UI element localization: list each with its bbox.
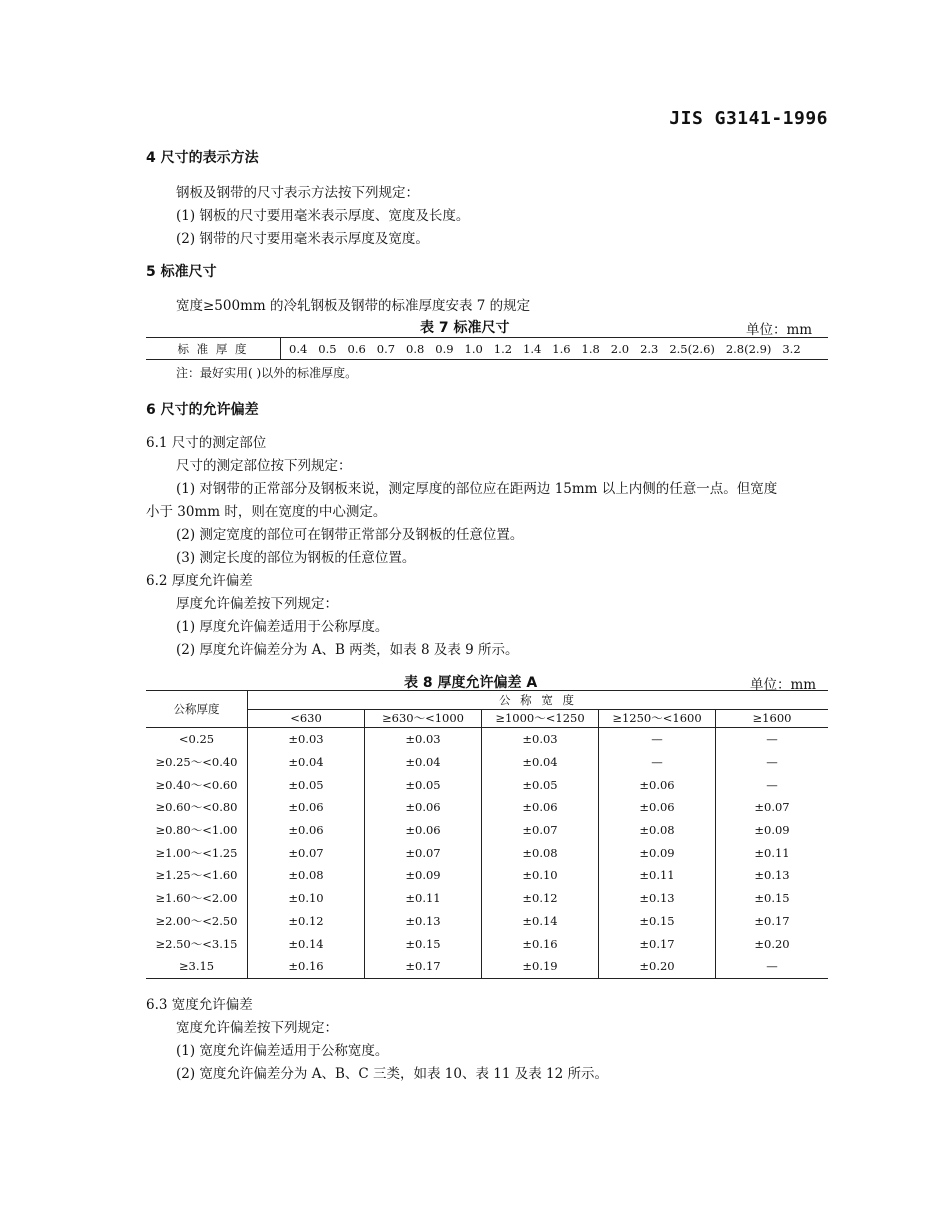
table-8-group-header: 公 称 宽 度	[248, 691, 829, 710]
table-8-tolerance-cell: ±0.13	[365, 910, 482, 933]
table-8-tolerance-cell: ±0.07	[754, 800, 790, 815]
table-8-tolerance-cell: ±0.04	[365, 751, 482, 774]
subsection-6-2-intro: 厚度允许偏差按下列规定：	[176, 596, 338, 612]
table-8-tolerance-cell: ±0.05	[482, 773, 599, 796]
table-row	[146, 932, 828, 955]
table-8-tolerance-cell: ±0.20	[754, 936, 790, 951]
table-8-thickness-cell: ≥2.00～<2.50	[146, 910, 248, 933]
table-8-tolerance-cell: ±0.04	[248, 751, 365, 774]
table-row	[146, 841, 828, 864]
table-row	[146, 887, 828, 910]
table-8-tolerance-cell: ±0.14	[482, 910, 599, 933]
table-8-tolerance-cell: ±0.11	[754, 845, 790, 860]
table-8-tolerance-cell: ±0.09	[365, 864, 482, 887]
table-8-tolerance-cell: ±0.12	[248, 910, 365, 933]
table-8-tolerance-cell: —	[599, 751, 716, 774]
table-8-tolerance-cell: ±0.07	[482, 819, 599, 842]
table-8-tolerance-cell: ±0.03	[248, 728, 365, 751]
table-7-values: 0.4 0.5 0.6 0.7 0.8 0.9 1.0 1.2 1.4 1.6 1.8 2.0 2.3 2.5(2.6) 2.8(2.9) 3.2	[289, 341, 801, 356]
subsection-6-3-item-1: (1) 宽度允许偏差适用于公称宽度。	[176, 1043, 389, 1059]
table-8-tolerance-cell: ±0.16	[482, 932, 599, 955]
table-8-tolerance-cell: —	[766, 732, 778, 747]
table-8-thickness-cell: ≥1.25～<1.60	[146, 864, 248, 887]
table-header-row	[146, 691, 828, 710]
table-8-tolerance-cell: ±0.10	[248, 887, 365, 910]
table-7-note: 注：最好实用( )以外的标准厚度。	[176, 366, 358, 380]
section-4-item-1: (1) 钢板的尺寸要用毫米表示厚度、宽度及长度。	[176, 208, 470, 224]
table-8-tolerance-cell: ±0.16	[248, 955, 365, 978]
subsection-6-2-item-2: (2) 厚度允许偏差分为 A、B 两类，如表 8 及表 9 所示。	[176, 642, 519, 658]
table-row	[146, 955, 828, 978]
table-8-col-width-4: ≥1250～<1600	[599, 709, 716, 728]
table-7	[146, 337, 828, 360]
table-8-caption: 表 8 厚度允许偏差 A	[404, 675, 538, 691]
table-8-tolerance-cell: ±0.03	[365, 728, 482, 751]
table-8-col-thickness: 公称厚度	[146, 691, 248, 728]
table-row	[146, 773, 828, 796]
subsection-6-2-item-1: (1) 厚度允许偏差适用于公称厚度。	[176, 619, 389, 635]
table-8-tolerance-cell: ±0.17	[754, 913, 790, 928]
subsection-6-1-item-1: (1) 对钢带的正常部分及钢板来说，测定厚度的部位应在距两边 15mm 以上内侧的任意一点。但宽度	[176, 481, 778, 497]
table-row	[146, 910, 828, 933]
table-8-tolerance-cell: ±0.05	[365, 773, 482, 796]
subsection-6-3-intro: 宽度允许偏差按下列规定：	[176, 1020, 338, 1036]
table-8-thickness-cell: ≥2.50～<3.15	[146, 932, 248, 955]
table-8-tolerance-cell: —	[599, 728, 716, 751]
table-8-tolerance-cell: ±0.15	[599, 910, 716, 933]
table-row	[146, 338, 828, 360]
table-8-tolerance-cell: ±0.08	[599, 819, 716, 842]
table-row	[146, 864, 828, 887]
table-8-tolerance-cell: —	[766, 777, 778, 792]
table-8-tolerance-cell: ±0.12	[482, 887, 599, 910]
section-5-heading: 5 标准尺寸	[146, 264, 217, 280]
table-8-tolerance-cell: ±0.13	[599, 887, 716, 910]
subsection-6-3-title: 6.3 宽度允许偏差	[146, 997, 253, 1013]
table-8-thickness-cell: ≥0.40～<0.60	[146, 773, 248, 796]
table-7-caption: 表 7 标准尺寸	[420, 320, 510, 336]
section-6-heading: 6 尺寸的允许偏差	[146, 402, 259, 418]
table-8-col-width-3: ≥1000～<1250	[482, 709, 599, 728]
table-8-tolerance-cell: ±0.06	[365, 796, 482, 819]
table-8-tolerance-cell: ±0.09	[754, 823, 790, 838]
subsection-6-3-item-2: (2) 宽度允许偏差分为 A、B、C 三类，如表 10、表 11 及表 12 所示。	[176, 1066, 608, 1082]
table-header-row	[146, 709, 828, 728]
table-8-thickness-cell: ≥3.15	[146, 955, 248, 978]
table-8-thickness-cell: ≥1.60～<2.00	[146, 887, 248, 910]
subsection-6-1-item-3: (3) 测定长度的部位为钢板的任意位置。	[176, 550, 416, 566]
subsection-6-1-title: 6.1 尺寸的测定部位	[146, 435, 267, 451]
table-8-tolerance-cell: ±0.10	[482, 864, 599, 887]
table-8-tolerance-cell: ±0.03	[482, 728, 599, 751]
table-8-tolerance-cell: —	[766, 755, 778, 770]
table-row	[146, 819, 828, 842]
table-8-tolerance-cell: ±0.09	[599, 841, 716, 864]
table-8-thickness-cell: ≥1.00～<1.25	[146, 841, 248, 864]
subsection-6-1-intro: 尺寸的测定部位按下列规定：	[176, 458, 352, 474]
table-row	[146, 728, 828, 751]
table-8-tolerance-cell: ±0.06	[365, 819, 482, 842]
table-8-tolerance-cell: ±0.14	[248, 932, 365, 955]
table-8-tolerance-cell: ±0.17	[599, 932, 716, 955]
table-8-thickness-cell: ≥0.60～<0.80	[146, 796, 248, 819]
table-8-tolerance-cell: ±0.15	[754, 891, 790, 906]
table-7-row-label: 标 准 厚 度	[146, 338, 281, 360]
table-8-tolerance-cell: —	[766, 959, 778, 974]
table-8-tolerance-cell: ±0.06	[599, 773, 716, 796]
table-8-col-width-2: ≥630～<1000	[365, 709, 482, 728]
table-8-tolerance-cell: ±0.05	[248, 773, 365, 796]
subsection-6-2-title: 6.2 厚度允许偏差	[146, 573, 253, 589]
section-4-heading: 4 尺寸的表示方法	[146, 150, 259, 166]
table-8-thickness-cell: <0.25	[146, 728, 248, 751]
table-8-tolerance-cell: ±0.13	[754, 868, 790, 883]
table-8-tolerance-cell: ±0.06	[248, 796, 365, 819]
table-8-col-width-1: <630	[248, 709, 365, 728]
table-8-tolerance-cell: ±0.17	[365, 955, 482, 978]
table-8-tolerance-cell: ±0.20	[599, 955, 716, 978]
table-8-tolerance-cell: ±0.06	[599, 796, 716, 819]
table-8-tolerance-cell: ±0.06	[248, 819, 365, 842]
table-8-tolerance-cell: ±0.11	[365, 887, 482, 910]
table-8-tolerance-cell: ±0.19	[482, 955, 599, 978]
document-id: JIS G3141-1996	[669, 108, 828, 129]
table-8-tolerance-cell: ±0.04	[482, 751, 599, 774]
table-8-thickness-cell: ≥0.80～<1.00	[146, 819, 248, 842]
table-8-tolerance-cell: ±0.15	[365, 932, 482, 955]
subsection-6-1-item-1-cont: 小于 30mm 时，则在宽度的中心测定。	[146, 504, 387, 520]
section-5-intro: 宽度≥500mm 的冷轧钢板及钢带的标准厚度安表 7 的规定	[176, 298, 531, 314]
table-8-thickness-cell: ≥0.25～<0.40	[146, 751, 248, 774]
table-8-tolerance-cell: ±0.08	[248, 864, 365, 887]
table-7-unit: 单位：mm	[746, 322, 813, 338]
table-8-tolerance-cell: ±0.08	[482, 841, 599, 864]
table-row	[146, 751, 828, 774]
table-8-tolerance-cell: ±0.07	[365, 841, 482, 864]
table-8-col-width-5: ≥1600	[716, 709, 829, 728]
table-8-tolerance-cell: ±0.11	[599, 864, 716, 887]
table-8-unit: 单位：mm	[750, 677, 817, 693]
section-4-item-2: (2) 钢带的尺寸要用毫米表示厚度及宽度。	[176, 231, 429, 247]
table-8-tolerance-cell: ±0.06	[482, 796, 599, 819]
subsection-6-1-item-2: (2) 测定宽度的部位可在钢带正常部分及钢板的任意位置。	[176, 527, 524, 543]
table-8	[146, 690, 828, 979]
table-8-tolerance-cell: ±0.07	[248, 841, 365, 864]
section-4-intro: 钢板及钢带的尺寸表示方法按下列规定：	[176, 185, 419, 201]
table-row	[146, 796, 828, 819]
